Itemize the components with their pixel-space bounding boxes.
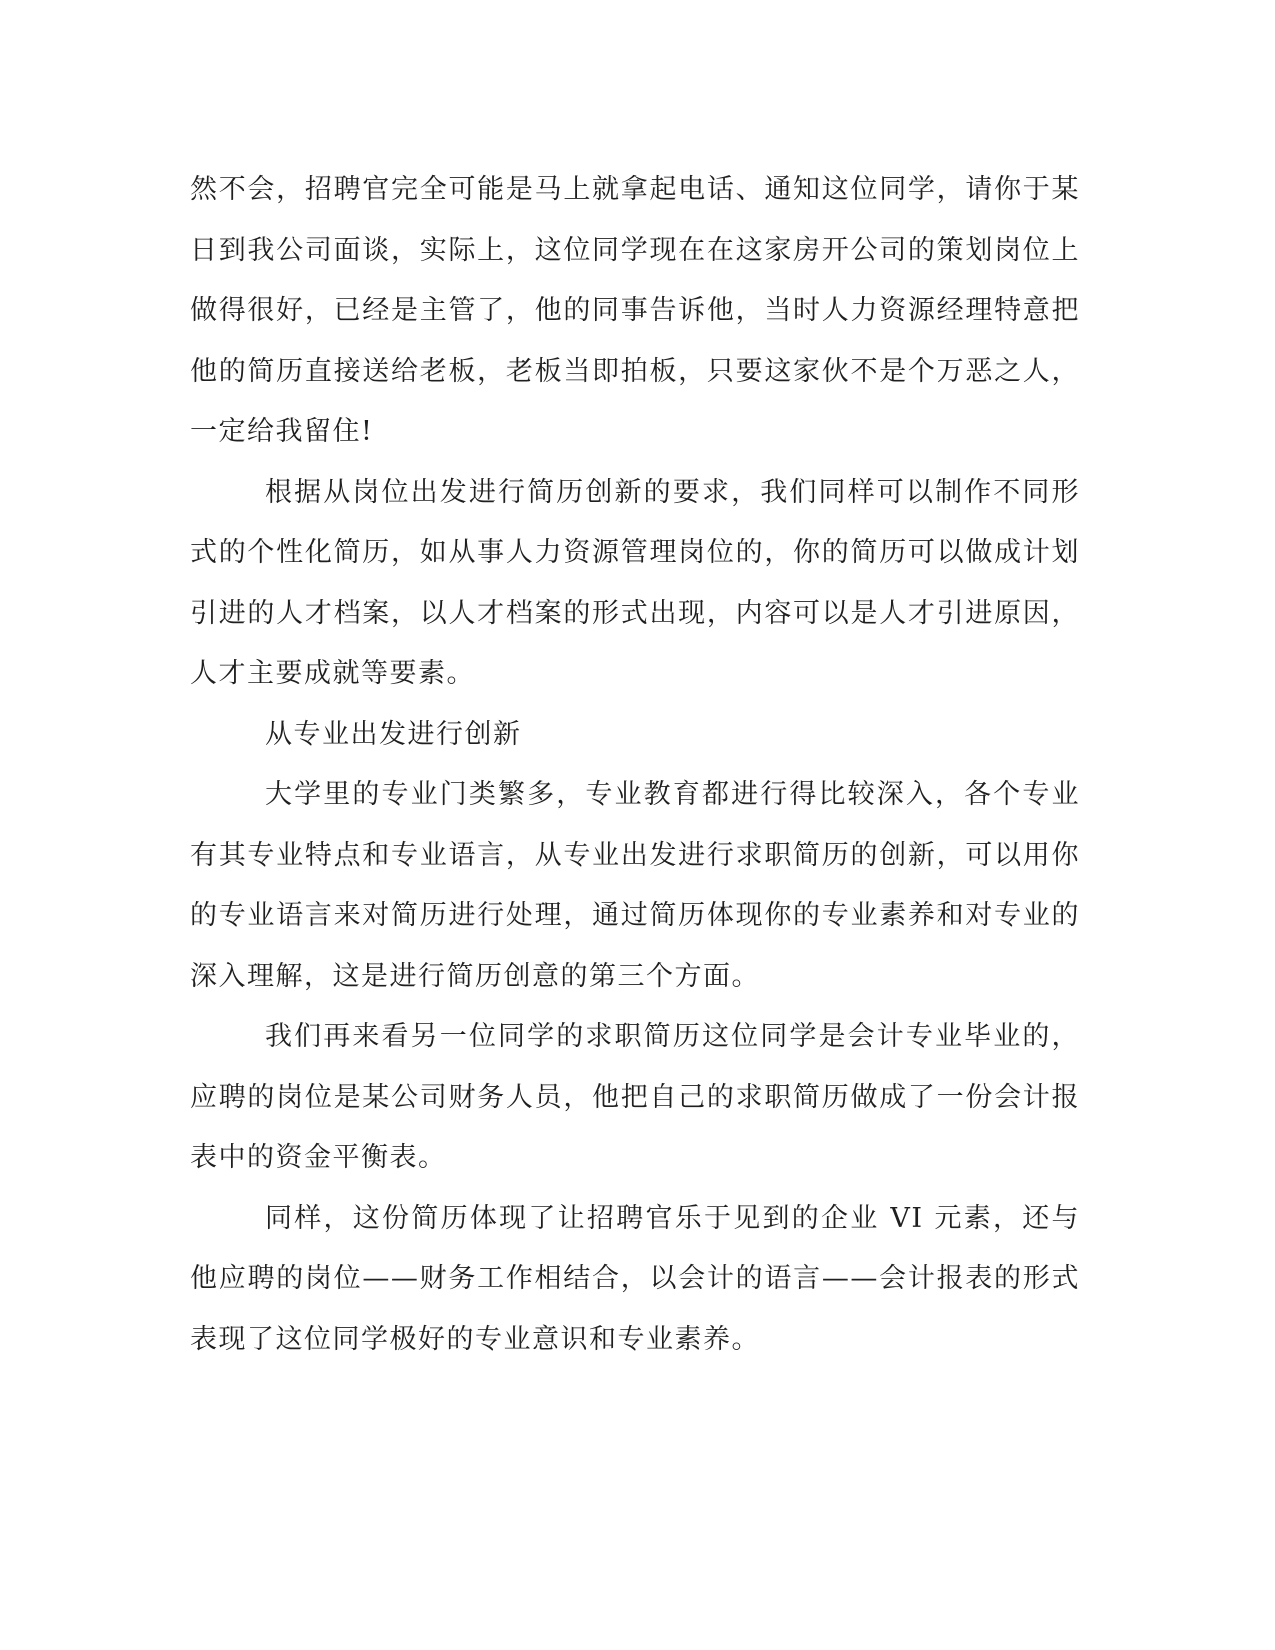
section-heading: 从专业出发进行创新 bbox=[265, 718, 522, 750]
paragraph-accounting-example: 我们再来看另一位同学的求职简历这位同学是会计专业毕业的，应聘的岗位是某公司财务人员，他把自己的求职简历做成了一份会计报表中的资金平衡表。 bbox=[190, 1021, 1080, 1173]
document-body bbox=[190, 160, 1080, 1370]
paragraph-continuation: 然不会，招聘官完全可能是马上就拿起电话、通知这位同学，请你于某日到我公司面谈，实际上，这位同学现在在这家房开公司的策划岗位上做得很好，已经是主管了，他的同事告诉他，当时人力资源经理特意把他的简历直接送给老板，老板当即拍板，只要这家伙不是个万恶之人，一定给我留住! bbox=[190, 174, 1080, 447]
paragraph-position-based-innovation: 根据从岗位出发进行简历创新的要求，我们同样可以制作不同形式的个性化简历，如从事人力资源管理岗位的，你的简历可以做成计划引进的人才档案，以人才档案的形式出现，内容可以是人才引进原因，人才主要成就等要素。 bbox=[190, 476, 1080, 689]
paragraph-major-based-innovation: 大学里的专业门类繁多，专业教育都进行得比较深入，各个专业有其专业特点和专业语言，从专业出发进行求职简历的创新，可以用你的专业语言来对简历进行处理，通过简历体现你的专业素养和对专业的深入理解，这是进行简历创意的第三个方面。 bbox=[190, 779, 1080, 992]
paragraph-conclusion: 同样，这份简历体现了让招聘官乐于见到的企业 VI 元素，还与他应聘的岗位——财务工作相结合，以会计的语言——会计报表的形式表现了这位同学极好的专业意识和专业素养。 bbox=[190, 1202, 1080, 1355]
